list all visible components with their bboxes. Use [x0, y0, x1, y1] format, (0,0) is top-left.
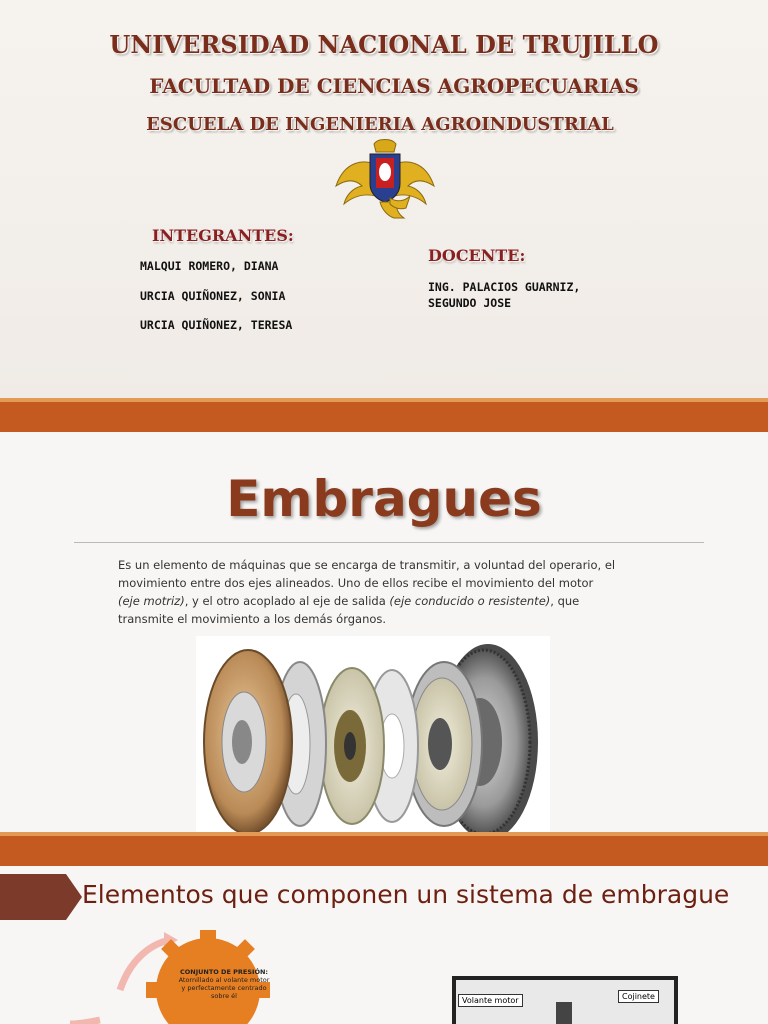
teacher-line: SEGUNDO JOSE	[428, 295, 512, 310]
clutch-diagram	[452, 976, 678, 1024]
faculty-title: FACULTAD DE CIENCIAS AGROPECUARIAS	[149, 74, 639, 98]
title-arrow-tab	[0, 874, 82, 920]
para-emphasis: (eje conducido o resistente)	[389, 594, 551, 608]
teacher-heading: DOCENTE:	[428, 246, 526, 265]
university-title: UNIVERSIDAD NACIONAL DE TRUJILLO	[109, 30, 659, 59]
diagram-label: Cojinete	[618, 990, 659, 1003]
slide-title: Embragues	[226, 470, 542, 528]
diagram-label: Volante motor	[458, 994, 523, 1007]
university-crest-icon	[334, 138, 436, 220]
clutch-image	[196, 636, 550, 848]
title-rule	[74, 542, 704, 543]
gear-caption-bold: CONJUNTO DE PRESIÓN:	[179, 968, 269, 976]
member-name: URCIA QUIÑONEZ, SONIA	[140, 288, 286, 303]
teacher-line: ING. PALACIOS GUARNIZ,	[428, 280, 581, 294]
school-title: ESCUELA DE INGENIERIA AGROINDUSTRIAL	[146, 114, 614, 135]
slide-divider	[0, 836, 768, 866]
para-text: , y el otro acoplado al eje de salida	[184, 594, 390, 608]
para-text: Es un elemento de máquinas que se encarga de transmitir, a voluntad del operario, el movimiento entre dos ejes alineados. Uno de ellos recibe el movimiento del motor	[118, 558, 616, 590]
member-name: MALQUI ROMERO, DIANA	[140, 259, 279, 273]
members-list	[140, 261, 292, 350]
slide-divider	[0, 402, 768, 432]
gear-caption	[176, 968, 272, 1000]
para-emphasis: (eje motriz)	[118, 594, 185, 608]
para-text: , que transmite el movimiento a los demás órganos.	[118, 594, 580, 626]
slide-title: Elementos que componen un sistema de embrague	[82, 880, 730, 909]
members-heading: INTEGRANTES:	[152, 226, 294, 245]
gear-caption-text: Atornillado al volante motor y perfectamente centrado sobre él	[178, 976, 270, 1000]
teacher-name	[428, 282, 580, 327]
description-paragraph	[118, 556, 618, 628]
member-name: URCIA QUIÑONEZ, TERESA	[140, 318, 293, 332]
